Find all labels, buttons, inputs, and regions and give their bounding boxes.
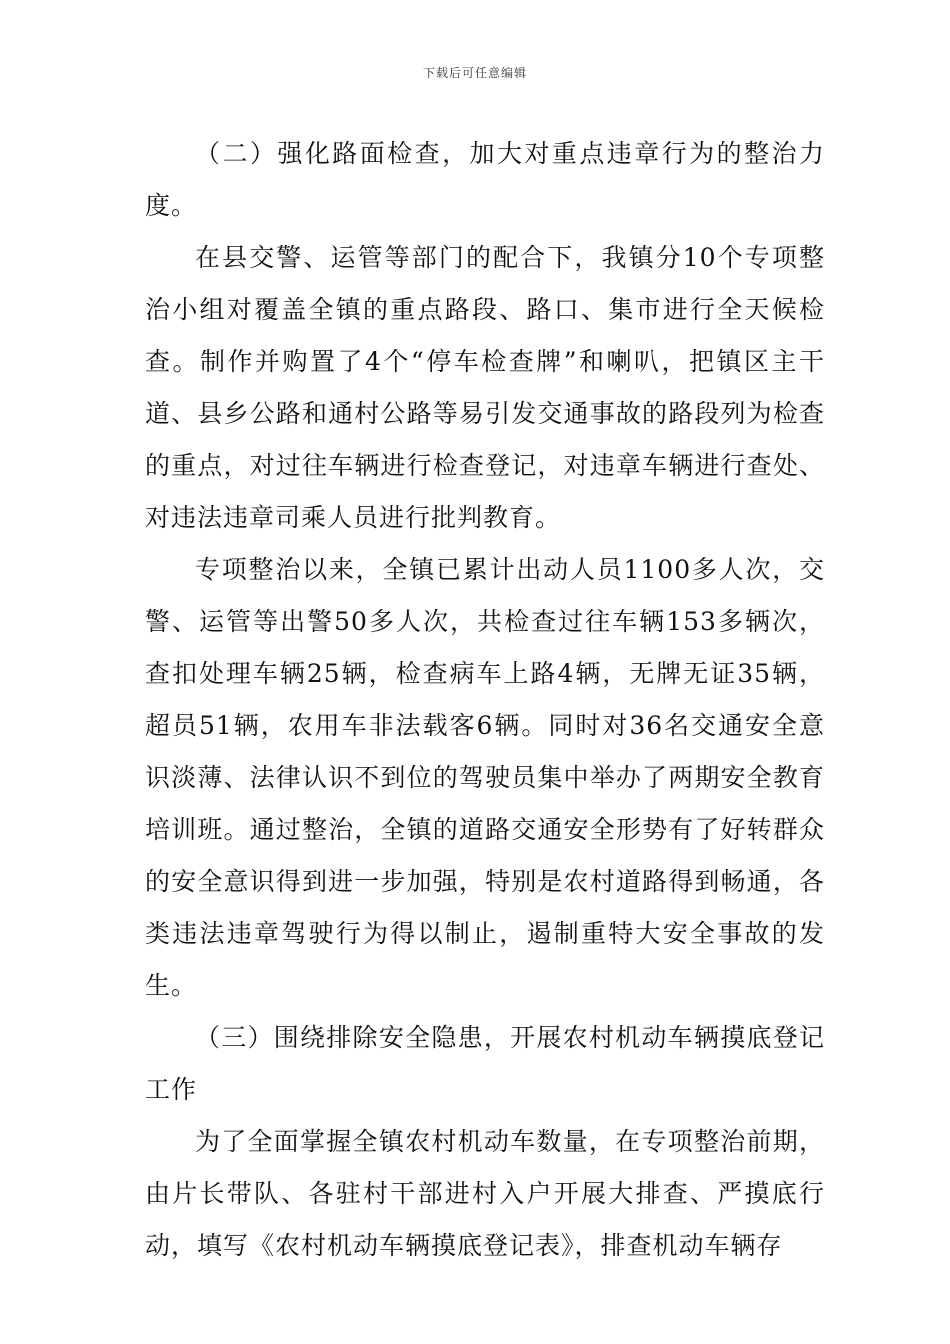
document-body [145, 128, 825, 1272]
paragraph-vehicle-survey: 为了全面掌握全镇农村机动车数量，在专项整治前期，由片长带队、各驻村干部进村入户开展大排查、严摸底行动，填写《农村机动车辆摸底登记表》，排查机动车辆存 [145, 1127, 825, 1260]
section-heading-three: （三）围绕排除安全隐患，开展农村机动车辆摸底登记工作 [145, 1023, 825, 1104]
section-heading-two: （二）强化路面检查，加大对重点违章行为的整治力度。 [145, 139, 825, 220]
paragraph-statistics: 专项整治以来，全镇已累计出动人员1100多人次，交警、运管等出警50多人次，共检查过往车辆153多辆次，查扣处理车辆25辆，检查病车上路4辆，无牌无证35辆，超员51辆，农用车非法载客6辆。同时对36名交通安全意识淡薄、法律认识不到位的驾驶员集中举办了两期安全教育培训班。通过整治，全镇的道路交通安全形势有了好转群众的安全意识得到进一步加强，特别是农村道路得到畅通，各类违法违章驾驶行为得以制止，遏制重特大安全事故的发生。 [145, 555, 825, 1000]
paragraph-inspection-groups: 在县交警、运管等部门的配合下，我镇分10个专项整治小组对覆盖全镇的重点路段、路口、集市进行全天候检查。制作并购置了4个“停车检查牌”和喇叭，把镇区主干道、县乡公路和通村公路等易引发交通事故的路段列为检查的重点，对过往车辆进行检查登记，对违章车辆进行查处、对违法违章司乘人员进行批判教育。 [145, 243, 825, 532]
page-header: 下载后可任意编辑 [422, 66, 527, 80]
